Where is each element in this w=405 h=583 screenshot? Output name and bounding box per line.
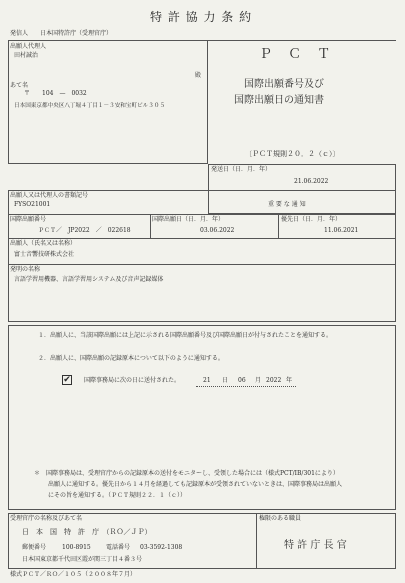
important-notice: 重 要 な 通 知: [268, 201, 306, 208]
applicant-top-line: [8, 238, 396, 239]
dispatch-divider: [208, 190, 396, 191]
application-number-value: ＰＣＴ／ JP2022 ／ 022618: [38, 227, 131, 234]
pct-title: Ｐ Ｃ Ｔ: [259, 47, 337, 62]
body-item-1: １．出願人に、当該国際出願には上記に示される国際出願番号及び国際出願日が付与されたことを通知する。: [38, 332, 333, 339]
phone-value: 03-3592-1308: [140, 544, 183, 551]
postal-value: 100-8915: [62, 544, 91, 551]
invention-label: 発明の名称: [10, 266, 41, 273]
priority-date-label: 優先日（日．月．年）: [281, 216, 342, 223]
application-date-label: 国際出願日（日．月．年）: [152, 216, 225, 223]
postal-symbol: 〒: [24, 90, 31, 97]
invention-value: 言語学習用機器、言語学習用システム及び音声記録媒体: [14, 276, 164, 283]
sent-month-unit: 月: [255, 377, 262, 384]
address-label: あて名: [10, 82, 29, 89]
sender-label: 発信人: [10, 30, 29, 37]
agent-label: 出願人代理人: [10, 43, 47, 50]
dispatch-label: 発送日（日．月．年）: [211, 166, 272, 173]
reference-value: FYSO21001: [14, 201, 51, 208]
sent-checkbox[interactable]: ✔: [63, 375, 71, 385]
note-line-1: ＊ 国際事務局は、受理官庁からの記録原本の送付をモニターし、受領した場合には（様式PCT/IB/301により）: [34, 470, 339, 477]
applicant-value: 富士音響技研株式会社: [14, 251, 75, 258]
office-name: 日 本 国 特 許 庁 （ＲＯ／ＪＰ）: [22, 528, 152, 536]
main-right-border: [395, 214, 396, 322]
note-line-3: にその旨を通知する。（ＰＣＴ規則２２．１（ｃ））: [48, 492, 187, 499]
priority-date-value: 11.06.2021: [324, 227, 359, 234]
dispatch-date: 21.06.2022: [294, 178, 329, 185]
notice-title-line1: 国際出願番号及び: [244, 79, 324, 90]
main-left-border: [8, 190, 9, 322]
phone-label: 電話番号: [106, 544, 131, 551]
main-bottom-line: [8, 321, 396, 322]
applicant-label: 出願人（氏名又は名称）: [10, 240, 77, 247]
sent-date-underline: [196, 386, 296, 387]
application-top-line: [8, 214, 396, 215]
application-col-divider-2: [278, 214, 279, 238]
body-item-2: ２．出願人に、国際出願の記録原本について以下のように通知する。: [38, 355, 224, 362]
application-date-value: 03.06.2022: [200, 227, 235, 234]
form-code: 様式ＰＣＴ／ＲＯ／１０５（２００８年７月）: [10, 571, 137, 578]
address-text: 日本国東京都中央区八丁堀４丁目１－３安和宝町ビル３０５: [14, 103, 166, 109]
application-col-divider-1: [150, 214, 151, 238]
official-value: 特 許 庁 長 官: [284, 540, 347, 551]
application-number-label: 国際出願番号: [10, 216, 47, 223]
sent-month: 06: [238, 377, 246, 384]
sent-text: 国際事務局に次の日に送付された。: [84, 377, 181, 384]
sent-day-unit: 日: [222, 377, 229, 384]
note-line-2: 出願人に通知する。優先日から１４月を経過しても記録原本が受領されていないときは、国際事務局は出願人: [48, 481, 343, 488]
footer-divider: [256, 513, 257, 569]
invention-top-line: [8, 264, 396, 265]
notice-title-line2: 国際出願日の通知書: [234, 95, 324, 106]
treaty-title: 特 許 協 力 条 約: [150, 10, 253, 24]
agent-name: 田村誠治: [14, 52, 39, 59]
sent-year: 2022: [266, 377, 282, 384]
postal-label: 郵便番号: [22, 544, 47, 551]
reference-label: 出願人又は代理人の書類記号: [10, 192, 89, 199]
office-address: 日本国東京都千代田区霞が関三丁目４番３号: [22, 556, 143, 563]
reference-top-line: [8, 190, 208, 191]
postal-code: 104 — 0032: [42, 90, 87, 97]
official-label: 権限のある職員: [259, 515, 302, 522]
office-label: 受理官庁の名称及びあて名: [10, 515, 83, 522]
sent-year-unit: 年: [286, 377, 293, 384]
sender-value: 日本国特許庁（受理官庁）: [40, 30, 113, 37]
rule-reference: 〔ＰＣＴ規則２０．２（ｃ）〕: [245, 150, 340, 158]
sent-day: 21: [203, 377, 211, 384]
honorific: 殿: [195, 72, 202, 79]
